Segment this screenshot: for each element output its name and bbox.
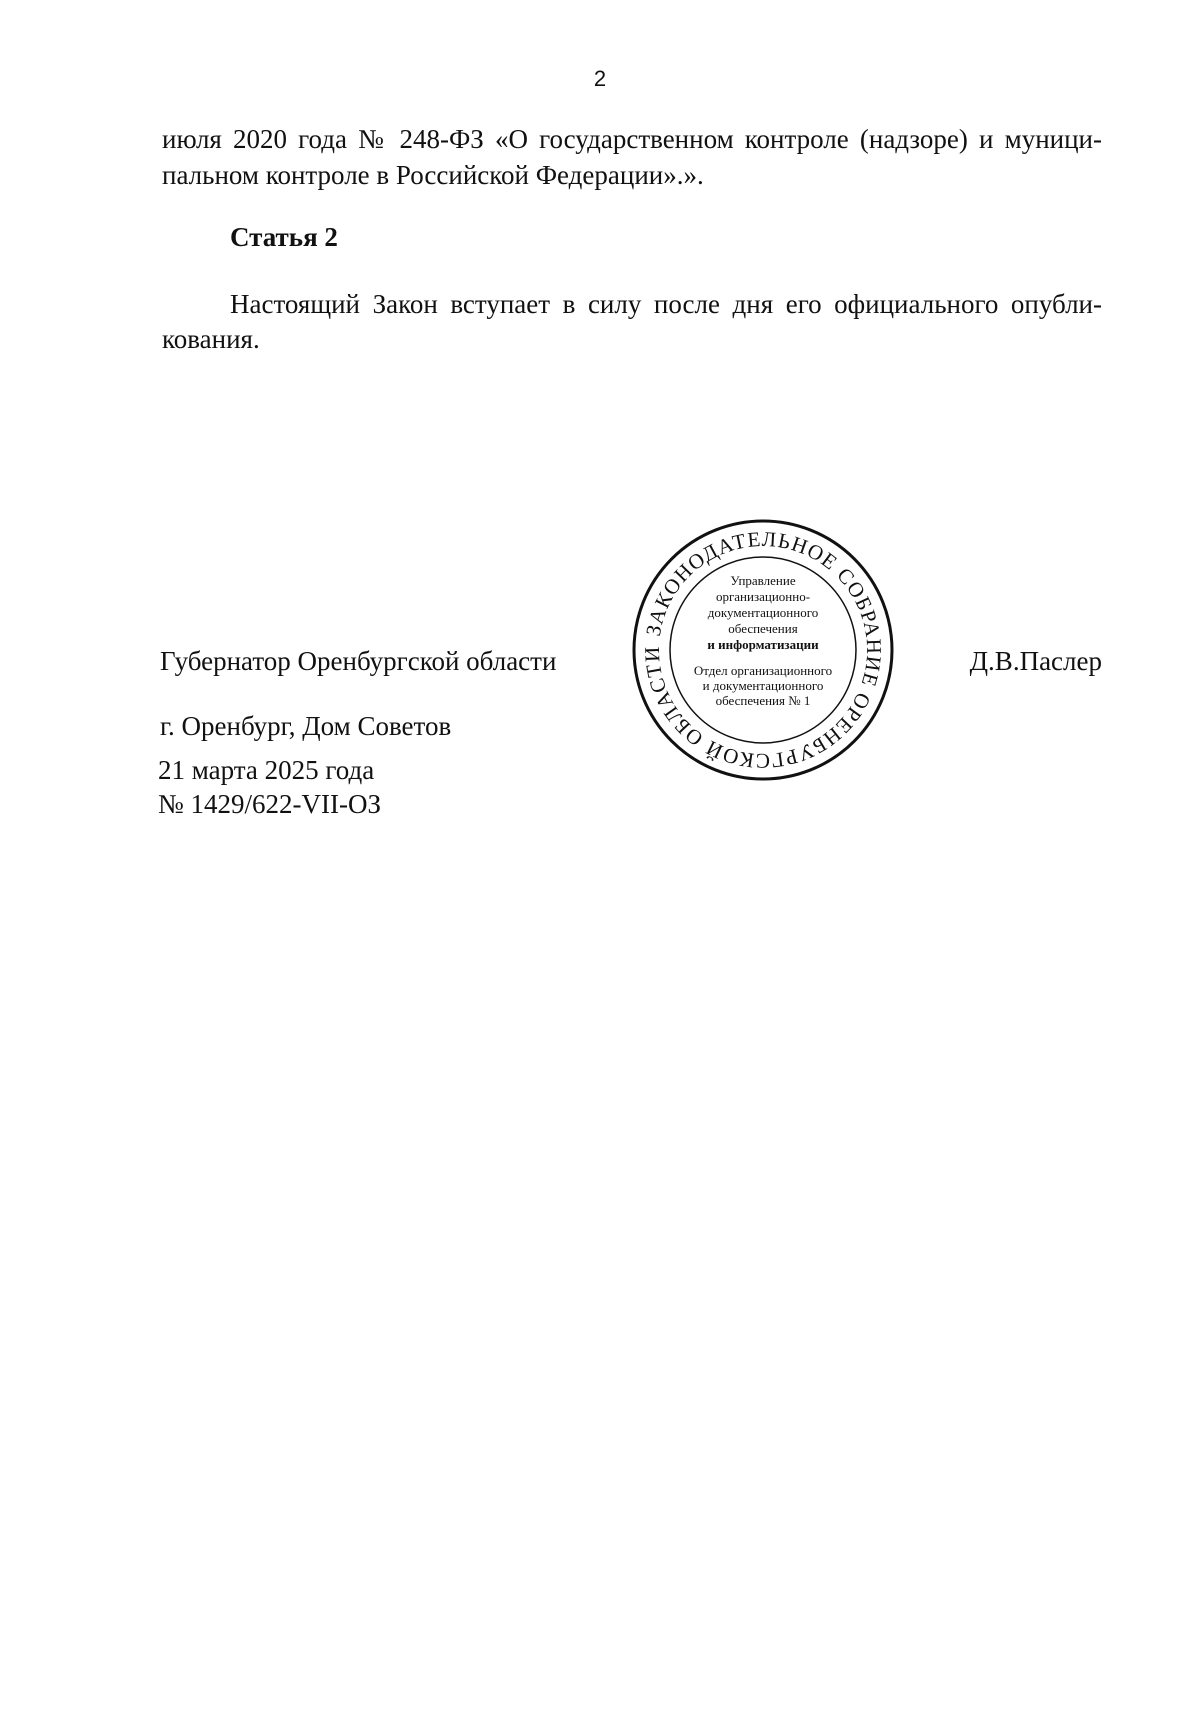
seal-line: документационного [707, 605, 819, 620]
seal-line: обеспечения [728, 621, 798, 636]
paragraph-line: Настоящий Закон вступает в силу после дня его официального опубли- [230, 289, 1102, 319]
page-number: 2 [593, 66, 607, 91]
signing-place: г. Оренбург, Дом Советов [160, 711, 452, 741]
seal-line: организационно- [715, 589, 811, 604]
official-seal [628, 515, 898, 785]
paragraph-line: пальном контроле в Российской Федерации».». [162, 160, 704, 190]
signatory-name: Д.В.Паслер [969, 646, 1102, 676]
signing-date: 21 марта 2025 года [158, 755, 375, 785]
seal-line: обеспечения № 1 [715, 693, 811, 708]
law-number: № 1429/622-VII-ОЗ [158, 789, 382, 819]
signatory-position: Губернатор Оренбургской области [160, 646, 557, 676]
paragraph-line: кования. [162, 324, 260, 354]
seal-line: Управление [730, 573, 796, 588]
seal-ring-text: ЗАКОНОДАТЕЛЬНОЕ СОБРАНИЕ ОРЕНБУРГСКОЙ ОБЛАСТИ [639, 526, 887, 774]
paragraph-line: июля 2020 года № 248-ФЗ «О государственном контроле (надзоре) и муници- [162, 124, 1102, 154]
seal-line: и информатизации [707, 637, 819, 652]
seal-line: Отдел организационного [693, 663, 833, 678]
seal-line: и документационного [702, 678, 824, 693]
article-heading: Статья 2 [230, 222, 338, 252]
